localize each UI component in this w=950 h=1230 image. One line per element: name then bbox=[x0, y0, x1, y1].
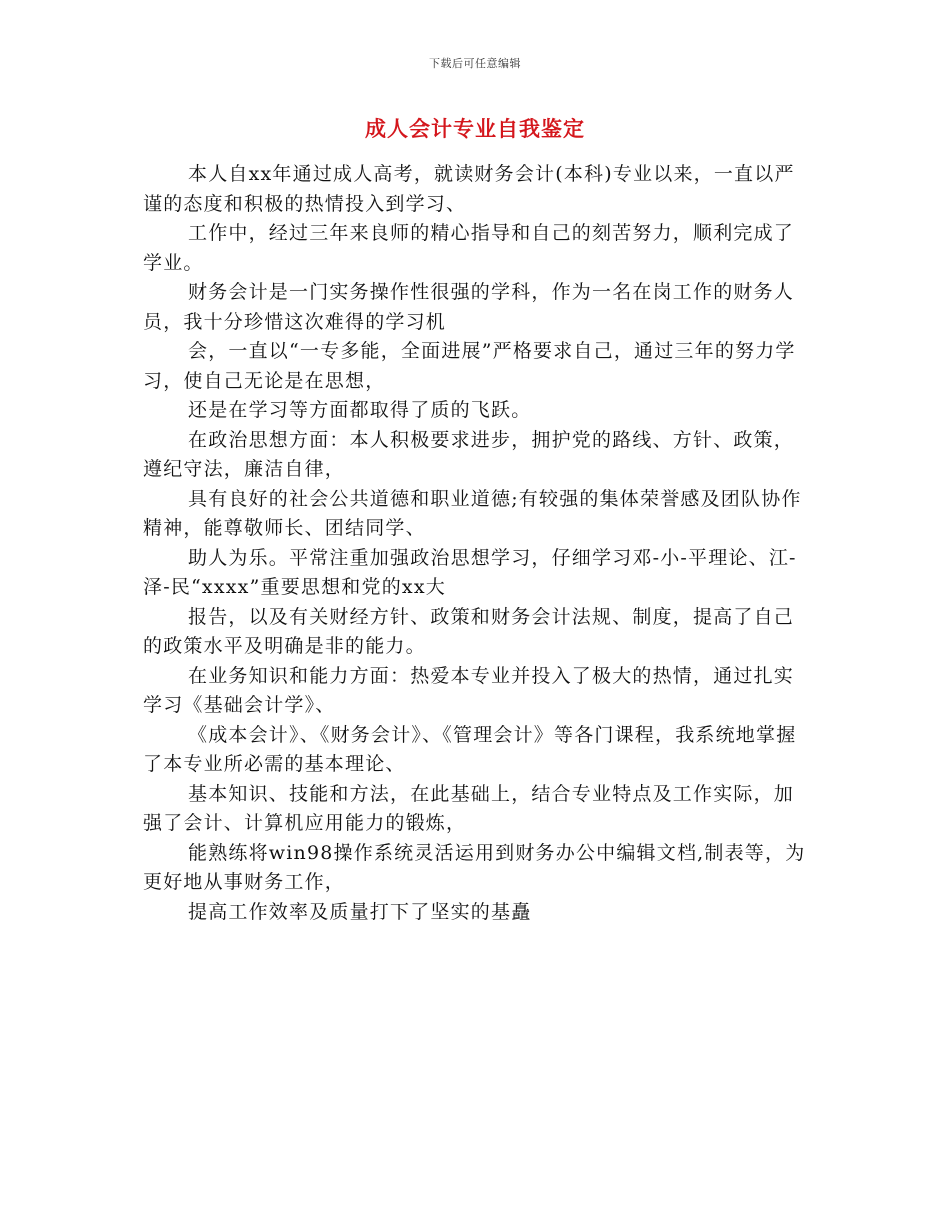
paragraph: 报告，以及有关财经方针、政策和财务会计法规、制度，提高了自己的政策水平及明确是非的能力。 bbox=[143, 605, 795, 657]
paragraph: 还是在学习等方面都取得了质的飞跃。 bbox=[188, 399, 532, 421]
paragraph: 会，一直以“一专多能，全面进展”严格要求自己，通过三年的努力学习，使自己无论是在思想， bbox=[143, 340, 796, 392]
paragraph: 提高工作效率及质量打下了坚实的基矗 bbox=[188, 900, 532, 923]
paragraph: 具有良好的社会公共道德和职业道德;有较强的集体荣誉感及团队协作精神，能尊敬师长、团结同学、 bbox=[143, 487, 802, 539]
paragraph: 在政治思想方面：本人积极要求进步，拥护党的路线、方针、政策，遵纪守法，廉洁自律， bbox=[143, 428, 795, 480]
document-title: 成人会计专业自我鉴定 bbox=[365, 117, 585, 141]
paragraph: 《成本会计》、《财务会计》、《管理会计》等各门课程，我系统地掌握了本专业所必需的基本理论、 bbox=[143, 723, 797, 775]
paragraph: 基本知识、技能和方法，在此基础上，结合专业特点及工作实际，加强了会计、计算机应用能力的锻炼， bbox=[143, 782, 795, 834]
paragraph: 在业务知识和能力方面：热爱本专业并投入了极大的热情，通过扎实学习《基础会计学》、 bbox=[143, 664, 795, 716]
paragraph: 能熟练将win98操作系统灵活运用到财务办公中编辑文档,制表等，为更好地从事财务工作， bbox=[143, 841, 806, 893]
document-body bbox=[143, 160, 813, 927]
header-note: 下载后可任意编辑 bbox=[429, 57, 521, 70]
paragraph: 助人为乐。平常注重加强政治思想学习，仔细学习邓-小-平理论、江-泽-民“xxxx”重要思想和党的xx大 bbox=[143, 546, 797, 598]
paragraph: 工作中，经过三年来良师的精心指导和自己的刻苦努力，顺利完成了学业。 bbox=[143, 222, 795, 274]
paragraph: 本人自xx年通过成人高考，就读财务会计(本科)专业以来，一直以严谨的态度和积极的热情投入到学习、 bbox=[143, 163, 795, 215]
paragraph: 财务会计是一门实务操作性很强的学科，作为一名在岗工作的财务人员，我十分珍惜这次难得的学习机 bbox=[143, 281, 795, 333]
